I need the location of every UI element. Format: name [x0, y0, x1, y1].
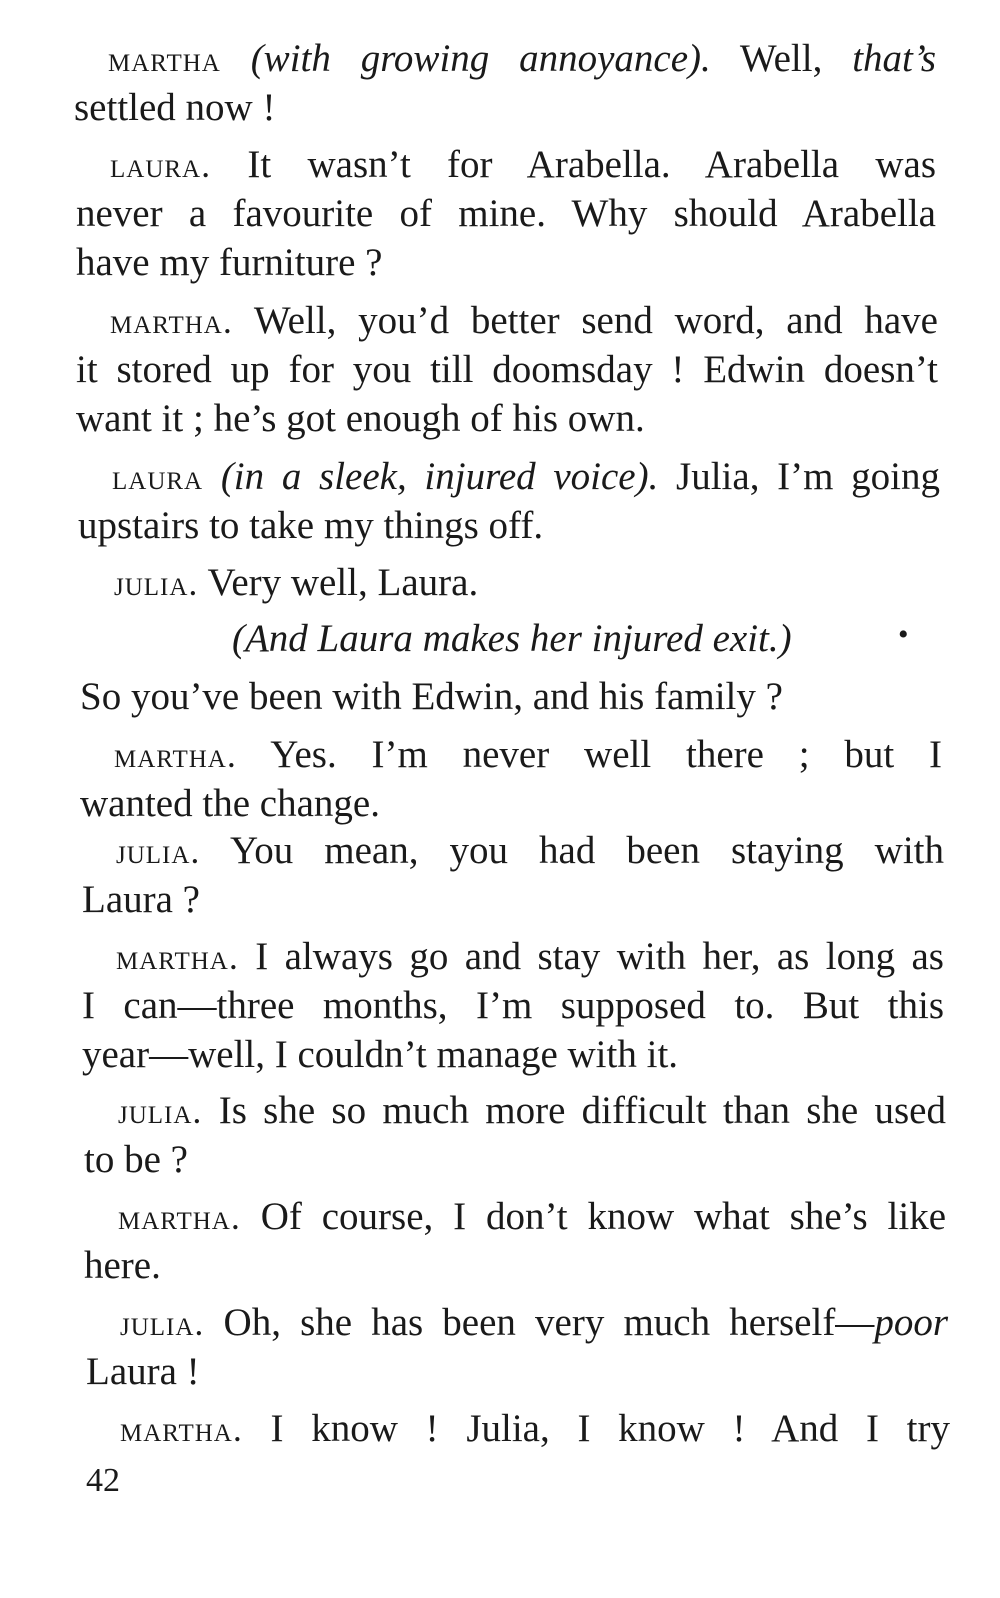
text-line — [82, 932, 944, 981]
dialogue-text: It wasn’t for Arabella. Arabella was — [211, 143, 936, 186]
speaker-name: laura — [112, 457, 204, 497]
dialogue-paragraph — [84, 1086, 946, 1184]
dialogue-text: I always go and stay with her, as long as — [238, 935, 944, 978]
emphasis-text: poor — [874, 1301, 948, 1344]
text-line: year—well, I couldn’t manage with it. — [82, 1033, 679, 1076]
speaker-name: martha. — [116, 937, 239, 977]
text-line — [76, 140, 936, 189]
dialogue-paragraph — [84, 1192, 946, 1290]
text-line: wanted the change. — [80, 782, 380, 825]
dialogue-paragraph — [82, 932, 944, 1079]
dialogue-text: Oh, she has been very much herself— — [204, 1301, 875, 1344]
speaker-name: julia. — [120, 1303, 205, 1343]
speaker-name: martha — [108, 39, 221, 79]
text-line: upstairs to take my things off. — [78, 504, 544, 547]
dialogue-text: Well, — [710, 37, 853, 80]
dialogue-paragraph — [80, 672, 940, 721]
text-line — [84, 1192, 946, 1241]
text-line — [80, 730, 942, 779]
stray-mark: • — [898, 618, 909, 651]
speaker-name: martha. — [118, 1197, 241, 1237]
text-line — [74, 34, 936, 83]
dialogue-text: Of course, I don’t know what she’s like — [240, 1195, 946, 1238]
dialogue-text: Yes. I’m never well there ; but I — [236, 733, 942, 776]
dialogue-paragraph — [78, 452, 940, 550]
speaker-name: martha. — [110, 301, 233, 341]
text-line — [84, 1086, 946, 1135]
text-line: I can—three months, I’m supposed to. But this — [82, 984, 944, 1027]
text-line: So you’ve been with Edwin, and his family ? — [80, 675, 783, 718]
dialogue-text: Is she so much more difficult than she used — [202, 1089, 946, 1132]
speaker-name: julia. — [114, 563, 199, 603]
dialogue-paragraph — [76, 296, 938, 443]
dialogue-paragraph — [80, 730, 942, 828]
text-line — [86, 1298, 948, 1347]
dialogue-paragraph — [86, 1404, 950, 1453]
text-line: settled now ! — [74, 86, 276, 129]
text-line — [76, 296, 938, 345]
stage-direction: (And Laura makes her injured exit.) — [232, 617, 792, 660]
stage-direction: (with growing annoyance). — [250, 37, 711, 80]
emphasis-text: that’s — [852, 37, 937, 80]
dialogue-paragraph — [80, 558, 940, 607]
text-line: it stored up for you till doomsday ! Edwin doesn’t — [76, 348, 938, 391]
dialogue-text: Very well, Laura. — [198, 561, 479, 604]
text-line — [78, 452, 940, 501]
text-line — [86, 1404, 950, 1453]
text-line — [80, 558, 940, 607]
dialogue-text: Well, you’d better send word, and have — [232, 299, 938, 342]
stage-direction: (in a sleek, injured voice). — [220, 455, 659, 498]
text-line: never a favourite of mine. Why should Arabella — [76, 192, 936, 235]
page-number: 42 — [86, 1462, 120, 1499]
dialogue-paragraph — [74, 34, 936, 132]
dialogue-text: I know ! Julia, I know ! And I try — [242, 1407, 950, 1450]
text-line: here. — [84, 1244, 161, 1287]
speaker-name: julia. — [118, 1091, 203, 1131]
dialogue-text: You mean, you had been staying with — [200, 829, 944, 872]
text-line: want it ; he’s got enough of his own. — [76, 397, 645, 440]
speaker-name: julia. — [116, 831, 201, 871]
dialogue-paragraph — [86, 1298, 948, 1396]
dialogue-text: Julia, I’m going — [658, 455, 940, 498]
text-line — [82, 826, 944, 875]
speaker-name: laura. — [110, 145, 212, 185]
speaker-name: martha. — [120, 1409, 243, 1449]
text-line: to be ? — [84, 1138, 188, 1181]
text-line: Laura ? — [82, 878, 200, 921]
dialogue-paragraph — [76, 140, 936, 287]
text-line: Laura ! — [86, 1350, 200, 1393]
speaker-name: martha. — [114, 735, 237, 775]
dialogue-paragraph — [82, 826, 944, 924]
text-line: have my furniture ? — [76, 241, 383, 284]
